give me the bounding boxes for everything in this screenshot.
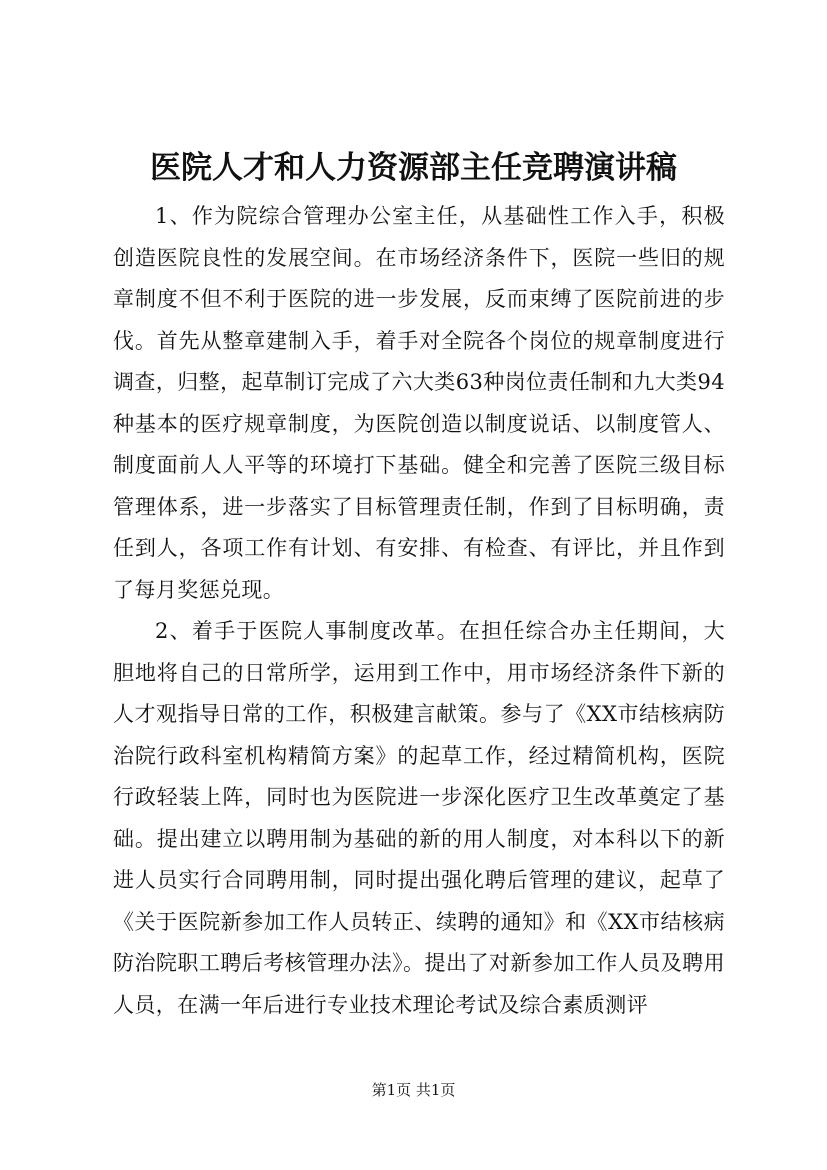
- document-title: 医院人才和人力资源部主任竞聘演讲稿: [150, 150, 677, 186]
- paragraph-2: 2、着手于医院人事制度改革。在担任综合办主任期间，大胆地将自己的日常所学，运用到工作中，用市场经济条件下新的人才观指导日常的工作，积极建言献策。参与了《XX市结核病防治院行政科室机构精简方案》的起草工作，经过精简机构，医院行政轻装上阵，同时也为医院进一步深化医疗卫生改革奠定了基础。提出建立以聘用制为基础的新的用人制度，对本科以下的新进人员实行合同聘用制，同时提出强化聘后管理的建议，起草了《关于医院新参加工作人员转正、续聘的通知》和《XX市结核病防治院职工聘后考核管理办法》。提出了对新参加工作人员及聘用人员，在满一年后进行专业技术理论考试及综合素质测评: [113, 619, 725, 1017]
- paragraph-1: 1、作为院综合管理办公室主任，从基础性工作入手，积极创造医院良性的发展空间。在市场经济条件下，医院一些旧的规章制度不但不利于医院的进一步发展，反而束缚了医院前进的步伐。首先从整章建制入手，着手对全院各个岗位的规章制度进行调查，归整，起草制订完成了六大类63种岗位责任制和九大类94种基本的医疗规章制度，为医院创造以制度说话、以制度管人、制度面前人人平等的环境打下基础。健全和完善了医院三级目标管理体系，进一步落实了目标管理责任制，作到了目标明确，责任到人，各项工作有计划、有安排、有检查、有评比，并且作到了每月奖惩兑现。: [113, 204, 725, 602]
- page-number-footer: 第1页 共1页: [371, 1081, 456, 1099]
- document-body: [113, 196, 725, 1026]
